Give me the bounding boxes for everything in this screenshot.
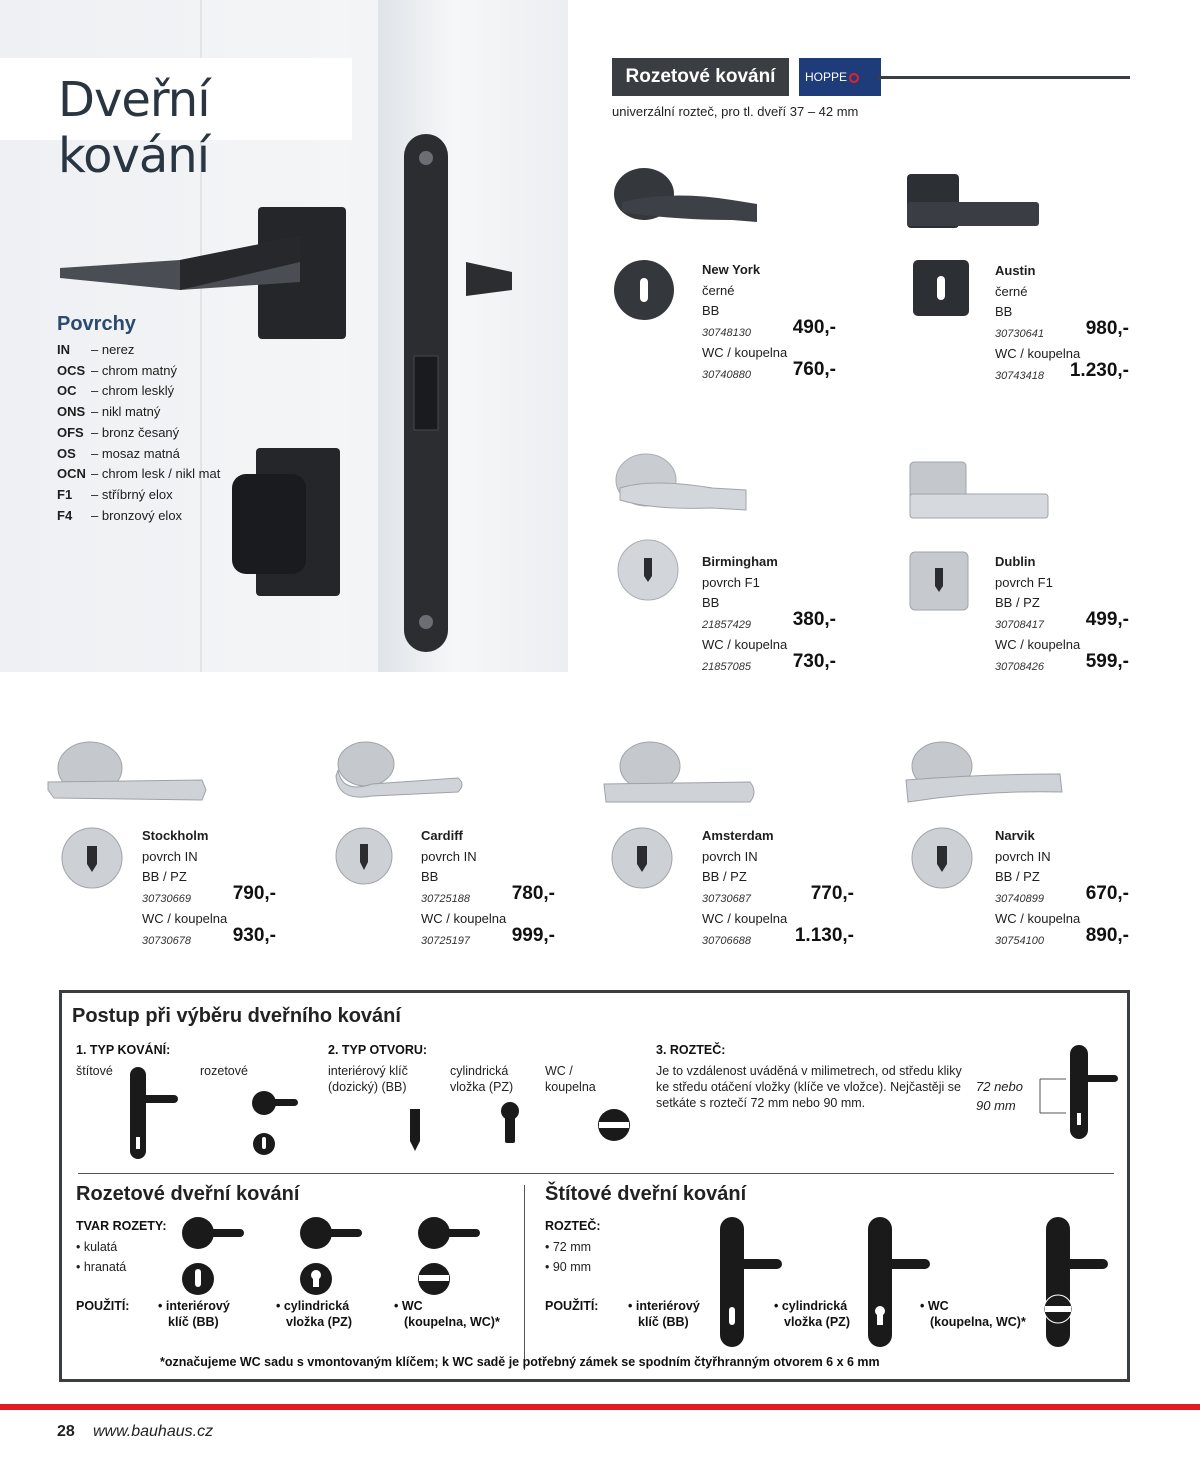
product-price: 380,- [792,609,836,631]
section-title: Rozetové kování [612,58,789,96]
product-code: 30754100 [995,934,1044,947]
product-price: 790,- [232,883,276,905]
surface-code: OS [57,445,76,461]
surface-desc: – stříbrný elox [91,486,173,502]
product-type: BB / PZ [142,869,187,885]
product-type: BB [421,869,439,885]
product-price: 1.130,- [794,924,854,946]
product-code: 21857429 [702,619,751,632]
step1-option-plate: štítové [76,1064,113,1078]
product-type: BB [702,303,720,319]
product-name: Birmingham [702,554,778,569]
product-code: 30740880 [702,368,751,381]
rosette-wc-icon [416,1215,486,1305]
plate-use-bb-2: klíč (BB) [638,1315,689,1329]
surface-item [57,361,220,382]
product-price: 670,- [1085,883,1129,905]
product-code: 21857085 [702,660,751,673]
product-price: 730,- [792,650,836,672]
price-row [995,609,1129,635]
price-row [421,883,555,909]
product-finish: povrch F1 [702,574,760,590]
surface-code: OFS [57,424,84,440]
price-row [702,650,836,677]
plate-use-pz-2: vložka (PZ) [784,1315,850,1329]
price-row [142,924,276,951]
product-info [702,260,836,384]
surface-desc: – bronzový elox [91,507,183,523]
brand-logo [799,58,881,96]
surface-code: F4 [57,507,73,523]
wc-label: WC / koupelna [995,636,1081,652]
wc-label: WC / koupelna [702,636,788,652]
step1-option-rosette: rozetové [200,1064,248,1078]
pitch-diagram-icon [1036,1043,1126,1143]
rosette-use-bb: • interiérový [158,1299,230,1313]
surface-code: OC [57,383,77,399]
product-type: BB [995,304,1013,320]
product-price: 770,- [810,883,854,905]
rosette-shape-label: TVAR ROZETY: [76,1219,167,1233]
product-price: 890,- [1085,924,1129,946]
product-info [142,826,276,950]
product-price: 1.230,- [1069,359,1129,381]
product-info [421,826,555,950]
product-code: 30740899 [995,893,1044,906]
guide-column-divider [524,1185,525,1370]
plate-bb-icon [718,1215,788,1355]
wc-label: WC / koupelna [995,910,1081,926]
price-row [142,883,276,909]
rosette-use-wc-2: (koupelna, WC)* [404,1315,500,1329]
surface-desc: – chrom lesklý [91,383,175,399]
product-type: BB / PZ [995,869,1040,885]
product-finish: černé [995,283,1028,299]
guide-divider [78,1173,1114,1174]
plate-use-bb: • interiérový [628,1299,700,1313]
surface-code: IN [57,342,70,357]
product-code: 30725188 [421,893,470,906]
wc-label: WC / koupelna [702,344,788,360]
surface-desc: – mosaz matná [91,445,180,461]
product-type: BB [702,595,720,611]
price-row [702,883,854,909]
rosette-use-pz: • cylindrická [276,1299,350,1313]
plate-pitch-72: • 72 mm [545,1240,592,1254]
product-finish: povrch IN [142,848,198,864]
product-info [702,826,854,950]
surface-item [57,506,220,527]
brand-mark-icon [849,73,859,83]
plate-handle-icon [124,1065,184,1165]
surfaces-heading: Povrchy [57,313,136,335]
product-type: BB / PZ [702,869,747,885]
surface-item [57,444,220,465]
brand-name: HOPPE [805,70,848,84]
wc-label: WC / koupelna [702,910,788,926]
surface-desc: – chrom lesk / nikl mat [91,466,221,482]
step1-label: 1. TYP KOVÁNÍ: [76,1043,171,1057]
section-rule [878,76,1130,79]
footer-bar [0,1404,1200,1410]
product-code: 30730669 [142,893,191,906]
surface-desc: – bronz česaný [91,424,180,440]
step2-option-wc: WC / koupelna [545,1064,596,1094]
plate-wc-icon [1042,1215,1112,1355]
title-box [0,58,352,184]
product-name: Stockholm [142,828,209,843]
price-row [995,883,1129,909]
product-info [995,552,1129,676]
product-code: 30743418 [995,369,1044,382]
product-name: Austin [995,263,1036,278]
rosette-use-wc: • WC [394,1299,423,1313]
product-code: 30725197 [421,934,470,947]
rosette-use-label: POUŽITÍ: [76,1299,130,1313]
wc-label: WC / koupelna [421,910,507,926]
surface-item [57,485,220,506]
section-header [612,58,1130,98]
step2-option-bb: interiérový klíč (dozický) (BB) [328,1064,408,1094]
rosette-section-title: Rozetové dveřní kování [76,1183,300,1205]
step3-text: Je to vzdálenost uváděná v milimetrech, od středu kliky ke středu otáčení vložky (klíče ve vložce). Nejčastěji se setkáte s roztečí 72 mm nebo 90 mm. [656,1064,962,1110]
price-row [702,924,854,951]
product-price: 930,- [232,924,276,946]
product-finish: povrch F1 [995,574,1053,590]
product-name: New York [702,262,761,277]
product-info [995,261,1129,385]
product-code: 30748130 [702,327,751,340]
wc-label: WC / koupelna [995,345,1081,361]
product-price: 599,- [1085,650,1129,672]
surface-desc: – chrom matný [91,362,177,378]
product-name: Dublin [995,554,1036,569]
price-row [995,650,1129,677]
plate-pitch-90: • 90 mm [545,1260,592,1274]
rosette-use-pz-2: vložka (PZ) [286,1315,352,1329]
surface-item [57,402,220,423]
product-finish: černé [702,282,735,298]
plate-pitch-label: ROZTEČ: [545,1219,601,1233]
surfaces-legend [57,313,220,526]
surface-item [57,381,220,402]
product-type: BB / PZ [995,595,1040,611]
step2-label: 2. TYP OTVORU: [328,1043,428,1057]
rosette-shape-round: • kulatá [76,1240,118,1254]
guide-footnote: *označujeme WC sadu s vmontovaným klíčem; k WC sadě je potřebný zámek se spodním čtyřhranným otvorem 6 x 6 mm [160,1355,880,1369]
section-subtitle: univerzální rozteč, pro tl. dveří 37 – 42 mm [612,104,859,119]
surface-desc: – nikl matný [91,404,161,420]
product-finish: povrch IN [995,848,1051,864]
wc-turn-icon [596,1107,632,1143]
product-finish: povrch IN [702,848,758,864]
plate-section-title: Štítové dveřní kování [545,1183,747,1205]
surface-code: OCN [57,466,86,482]
plate-use-wc-2: (koupelna, WC)* [930,1315,1026,1329]
price-row [995,359,1129,386]
rosette-handle-icon [250,1089,310,1159]
price-row [421,924,555,951]
surface-item [57,464,220,485]
rosette-use-bb-2: klíč (BB) [168,1315,219,1329]
product-code: 30706688 [702,934,751,947]
surface-item [57,423,220,444]
product-code: 30730678 [142,934,191,947]
bb-keyhole-icon [406,1105,426,1155]
plate-use-pz: • cylindrická [774,1299,848,1313]
page-number: 28 [57,1423,75,1440]
rosette-pz-icon [298,1215,368,1305]
product-code: 30708417 [995,619,1044,632]
step2-option-pz: cylindrická vložka (PZ) [450,1064,514,1094]
selection-guide [59,990,1130,1382]
plate-pz-icon [866,1215,936,1355]
product-name: Amsterdam [702,828,774,843]
surface-code: OCS [57,362,86,378]
product-name: Cardiff [421,828,463,843]
surface-item [57,340,220,361]
product-price: 499,- [1085,609,1129,631]
pz-cylinder-icon [498,1101,522,1151]
product-price: 780,- [511,883,555,905]
product-code: 30730641 [995,328,1044,341]
product-price: 980,- [1085,318,1129,340]
surface-desc: – nerez [91,342,135,357]
product-name: Narvik [995,828,1035,843]
price-row [702,609,836,635]
product-price: 490,- [792,317,836,339]
plate-use-label: POUŽITÍ: [545,1299,599,1313]
product-code: 30730687 [702,893,751,906]
wc-label: WC / koupelna [142,910,228,926]
price-row [702,317,836,343]
product-info [995,826,1129,950]
step3-label: 3. ROZTEČ: [656,1043,726,1057]
surface-code: F1 [57,486,73,502]
plate-use-wc: • WC [920,1299,949,1313]
product-code: 30708426 [995,660,1044,673]
price-row [995,318,1129,344]
page-title: Dveřní kování [58,72,210,184]
guide-title: Postup při výběru dveřního kování [72,1005,401,1027]
pitch-dim-2: 90 mm [976,1098,1016,1113]
product-price: 999,- [511,924,555,946]
rosette-shape-square: • hranatá [76,1260,127,1274]
product-price: 760,- [792,358,836,380]
pitch-dim-1: 72 nebo [976,1079,1023,1094]
price-row [702,358,836,385]
website-link[interactable]: www.bauhaus.cz [93,1423,214,1440]
surface-code: ONS [57,404,86,420]
product-info [702,552,836,676]
product-finish: povrch IN [421,848,477,864]
rosette-bb-icon [180,1215,250,1305]
price-row [995,924,1129,951]
